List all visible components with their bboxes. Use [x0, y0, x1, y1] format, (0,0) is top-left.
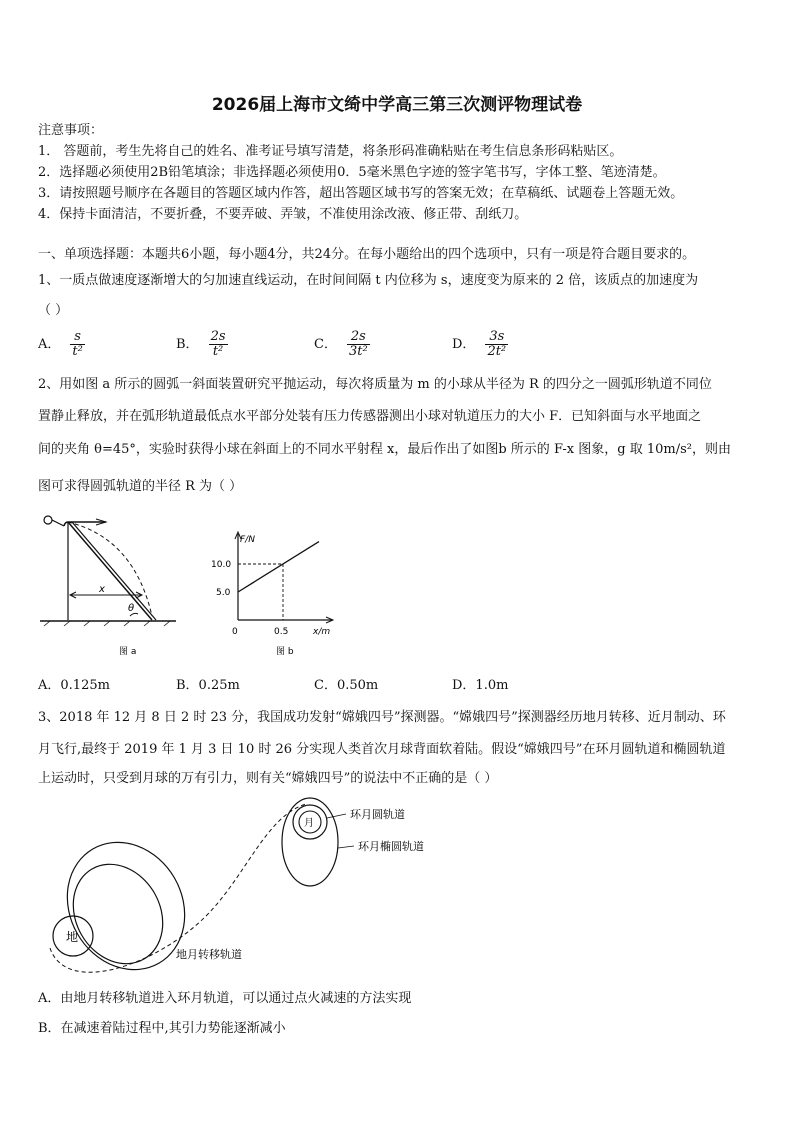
- elliptical-orbit-label: 环月椭圆轨道: [358, 840, 424, 853]
- q1-option-d: D． $\frac{3s}{\text{2t²}}$: [452, 329, 507, 359]
- fig-b-x-axis-label: x/m: [313, 627, 331, 637]
- fig-b-y-tick-low: 5.0: [216, 588, 231, 598]
- fig-a-theta-label: θ: [128, 603, 135, 614]
- notice-item-1: 1． 答题前，考生先将自己的姓名、准考证号填写清楚，将条形码准确粘贴在考生信息条形码粘贴区。: [38, 144, 623, 159]
- fig-b-caption: 图 b: [276, 647, 294, 657]
- question-2-line-4: 图可求得圆弧轨道的半径 R 为（ ）: [38, 479, 243, 494]
- q2-option-c: C．0.50m: [314, 678, 379, 693]
- figure-a-incline-apparatus: [34, 508, 184, 658]
- q1-option-b: B． $\frac{2s}{\text{t²}}$: [176, 329, 226, 359]
- transfer-orbit-path: [50, 804, 306, 972]
- q1-option-c: C． $\frac{2s}{\text{3t²}}$: [314, 329, 368, 359]
- q2-option-b: B．0.25m: [176, 678, 240, 693]
- fig-b-x-tick: 0.5: [274, 627, 289, 637]
- q1-option-a: A． $\frac{s}{\text{t²}}$: [38, 329, 83, 359]
- notice-item-2: 2．选择题必须使用2B铅笔填涂；非选择题必须使用0．5毫米黑色字迹的签字笔书写，字体工整、笔迹清楚。: [38, 165, 666, 180]
- fig-b-origin-label: 0: [232, 627, 238, 637]
- q2-option-a: A．0.125m: [38, 678, 110, 693]
- section-heading: 一、单项选择题：本题共6小题，每小题4分，共24分。在每小题给出的四个选项中，只有一项是符合题目要求的。: [38, 247, 696, 262]
- fig-b-y-tick-high: 10.0: [211, 560, 232, 570]
- question-3-line-2: 月飞行,最终于 2019 年 1 月 3 日 10 时 26 分实现人类首次月球背面软着陆。假设“嫦娥四号”在环月圆轨道和椭圆轨道: [38, 742, 726, 757]
- page-title: 2026届上海市文绮中学高三第三次测评物理试卷: [211, 95, 583, 115]
- question-3-line-3: 上运动时，只受到月球的万有引力，则有关“嫦娥四号”的说法中不正确的是（ ）: [38, 771, 498, 786]
- notice-item-3: 3．请按照题号顺序在各题目的答题区域内作答，超出答题区域书写的答案无效；在草稿纸、试题卷上答题无效。: [38, 186, 684, 201]
- question-2-line-3: 间的夹角 θ=45°，实验时获得小球在斜面上的不同水平射程 x，最后作出了如图b 所示的 F-x 图象，g 取 10m/s²，则由: [38, 442, 731, 457]
- question-1-stem: 1、一质点做速度逐渐增大的匀加速直线运动，在时间间隔 t 内位移为 s，速度变为原来的 2 倍，该质点的加速度为: [38, 273, 699, 288]
- q2-option-d: D．1.0m: [452, 678, 509, 693]
- fig-a-x-label: x: [99, 584, 105, 595]
- fig-b-y-axis-label: F/N: [240, 535, 255, 545]
- moon-label: 月: [304, 818, 314, 829]
- fig-a-caption: 图 a: [119, 647, 137, 657]
- transfer-orbit-label: 地月转移轨道: [176, 948, 242, 961]
- notice-item-4: 4．保持卡面清洁，不要折叠，不要弄破、弄皱，不准使用涂改液、修正带、刮纸刀。: [38, 207, 528, 222]
- circular-orbit-label: 环月圆轨道: [350, 808, 405, 821]
- question-3-line-1: 3、2018 年 12 月 8 日 2 时 23 分，我国成功发射“嫦娥四号”探测器。“嫦娥四号”探测器经历地月转移、近月制动、环: [38, 710, 726, 725]
- question-2-line-1: 2、用如图 a 所示的圆弧一斜面装置研究平抛运动，每次将质量为 m 的小球从半径为 R 的四分之一圆弧形轨道不同位: [38, 377, 712, 392]
- earth-label: 地: [66, 930, 79, 944]
- fig-b-series-line: [238, 542, 319, 592]
- q3-option-b: B．在减速着陆过程中,其引力势能逐渐减小: [38, 1021, 286, 1036]
- notice-heading: 注意事项：: [38, 123, 104, 138]
- question-2-line-2: 置静止释放，并在弧形轨道最低点水平部分处装有压力传感器测出小球对轨道压力的大小 F．已知斜面与水平地面之: [38, 409, 702, 424]
- q3-option-a: A．由地月转移轨道进入环月轨道，可以通过点火减速的方法实现: [38, 991, 412, 1006]
- question-1-bracket: （ ）: [38, 303, 69, 318]
- figure-b-f-x-chart: [208, 528, 338, 658]
- figure-orbits: [36, 796, 466, 974]
